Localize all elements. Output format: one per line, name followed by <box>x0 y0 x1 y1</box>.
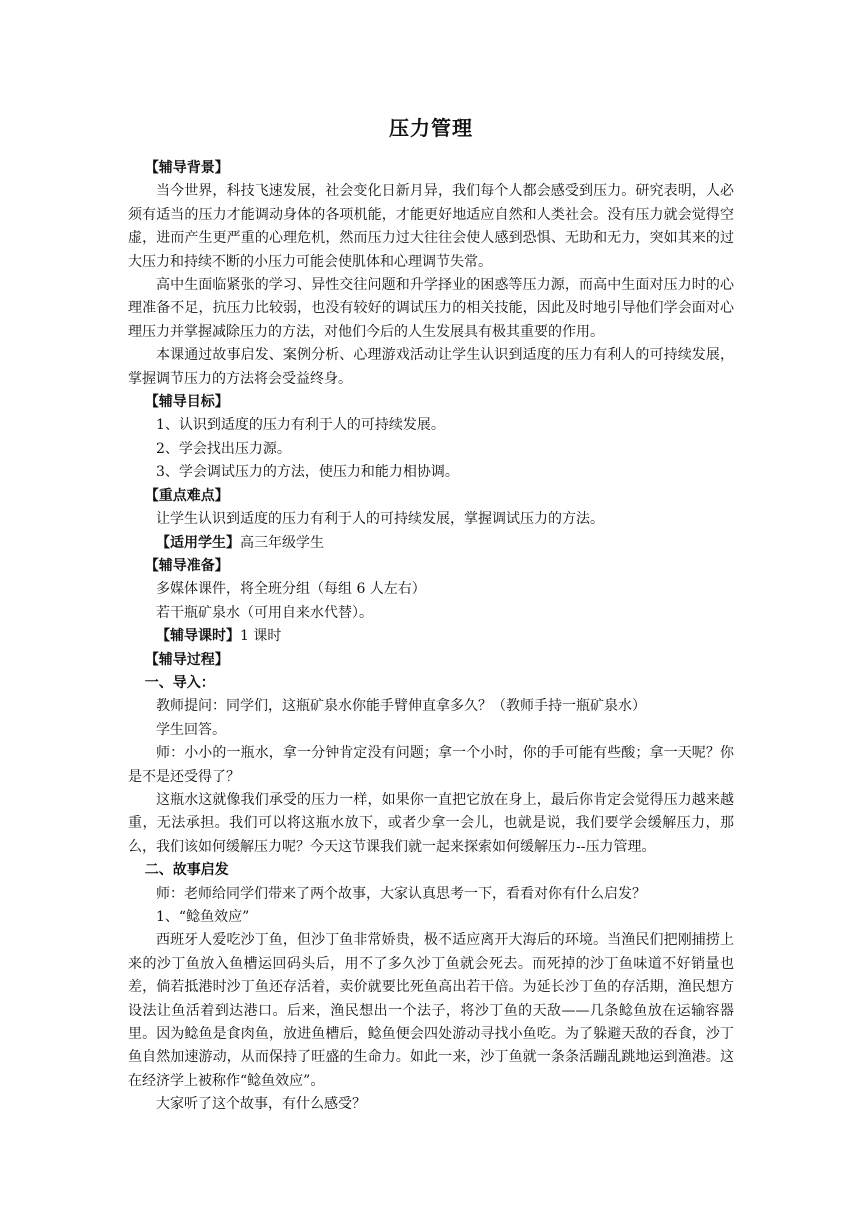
page-title: 压力管理 <box>389 116 473 140</box>
key-points-text: 让学生认识到适度的压力有利于人的可持续发展，掌握调试压力的方法。 <box>156 511 604 528</box>
story-title: 1、“鲶鱼效应” <box>156 909 250 925</box>
hours-text: 1 课时 <box>240 628 282 645</box>
students-heading: 【适用学生】 <box>156 534 240 551</box>
part1-paragraph-3: 师：小小的一瓶水，拿一分钟肯定没有问题；拿一个小时，你的手可能有些酸；拿一天呢？你是不是还受得了？ <box>128 745 734 785</box>
background-paragraph-3: 本课通过故事启发、案例分析、心理游戏活动让学生认识到适度的压力有利人的可持续发展，掌握调节压力的方法将会受益终身。 <box>128 347 734 387</box>
hours-line <box>128 625 734 648</box>
goal-item-3: 3、学会调试压力的方法，使压力和能力相协调。 <box>156 464 459 481</box>
students-line <box>128 532 734 555</box>
part1-paragraph-4: 这瓶水这就像我们承受的压力一样，如果你一直把它放在身上，最后你肯定会觉得压力越来越重，无法承担。我们可以将这瓶水放下，或者少拿一会儿，也就是说，我们要学会缓解压力，那么，我们该如何缓解压力呢？今天这节课我们就一起来探索如何缓解压力--压力管理。 <box>128 791 734 855</box>
background-paragraph-1: 当今世界，科技飞速发展，社会变化日新月异，我们每个人都会感受到压力。研究表明，人必须有适当的压力才能调动身体的各项机能，才能更好地适应自然和人类社会。没有压力就会觉得空虚，进而产生更严重的心理危机，然而压力过大往往会使人感到恐惧、无助和无力，突如其来的过大压力和持续不断的小压力可能会使肌体和心理调节失常。 <box>128 183 734 270</box>
prep-heading: 【辅导准备】 <box>144 557 229 574</box>
goals-heading: 【辅导目标】 <box>144 394 229 411</box>
students-text: 高三年级学生 <box>240 534 324 551</box>
goal-item-2: 2、学会找出压力源。 <box>156 440 291 457</box>
story-question: 大家听了这个故事，有什么感受？ <box>156 1096 366 1113</box>
story-paragraph: 西班牙人爱吃沙丁鱼，但沙丁鱼非常娇贵，极不适应离开大海后的环境。当渔民们把刚捕捞上来的沙丁鱼放入鱼槽运回码头后，用不了多久沙丁鱼就会死去。而死掉的沙丁鱼味道不好销量也差，倘若抵港时沙丁鱼还存活着，卖价就要比死鱼高出若干倍。为延长沙丁鱼的存活期，渔民想方设法让鱼活着到达港口。后来，渔民想出一个法子，将沙丁鱼的天敌——几条鲶鱼放在运输容器里。因为鲶鱼是食肉鱼，放进鱼槽后，鲶鱼便会四处游动寻找小鱼吃。为了躲避天敌的吞食，沙丁鱼自然加速游动，从而保持了旺盛的生命力。如此一来，沙丁鱼就一条条活蹦乱跳地运到渔港。这在经济学上被称作“鲶鱼效应”。 <box>128 932 734 1089</box>
background-paragraph-2: 高中生面临紧张的学习、异性交往问题和升学择业的困惑等压力源，而高中生面对压力时的心理准备不足，抗压力比较弱，也没有较好的调试压力的相关技能，因此及时地引导他们学会面对心理压力并掌握减除压力的方法，对他们今后的人生发展具有极其重要的作用。 <box>128 277 734 340</box>
prep-item-1: 多媒体课件，将全班分组（每组 6 人左右） <box>156 581 426 598</box>
background-heading: 【辅导背景】 <box>144 160 229 176</box>
part2-intro: 师：老师给同学们带来了两个故事，大家认真思考一下，看看对你有什么启发？ <box>156 885 646 902</box>
part1-paragraph-1: 教师提问：同学们，这瓶矿泉水你能手臂伸直拿多久？（教师手持一瓶矿泉水） <box>156 698 646 715</box>
part1-paragraph-2: 学生回答。 <box>156 721 226 738</box>
prep-item-2: 若干瓶矿泉水（可用自来水代替）。 <box>156 604 373 621</box>
key-points-heading: 【重点难点】 <box>144 487 229 504</box>
part2-heading: 二、故事启发 <box>144 862 229 879</box>
goal-item-1: 1、认识到适度的压力有利于人的可持续发展。 <box>156 417 445 434</box>
part1-heading: 一、导入： <box>144 674 215 691</box>
hours-heading: 【辅导课时】 <box>156 628 240 645</box>
process-heading: 【辅导过程】 <box>144 651 229 668</box>
